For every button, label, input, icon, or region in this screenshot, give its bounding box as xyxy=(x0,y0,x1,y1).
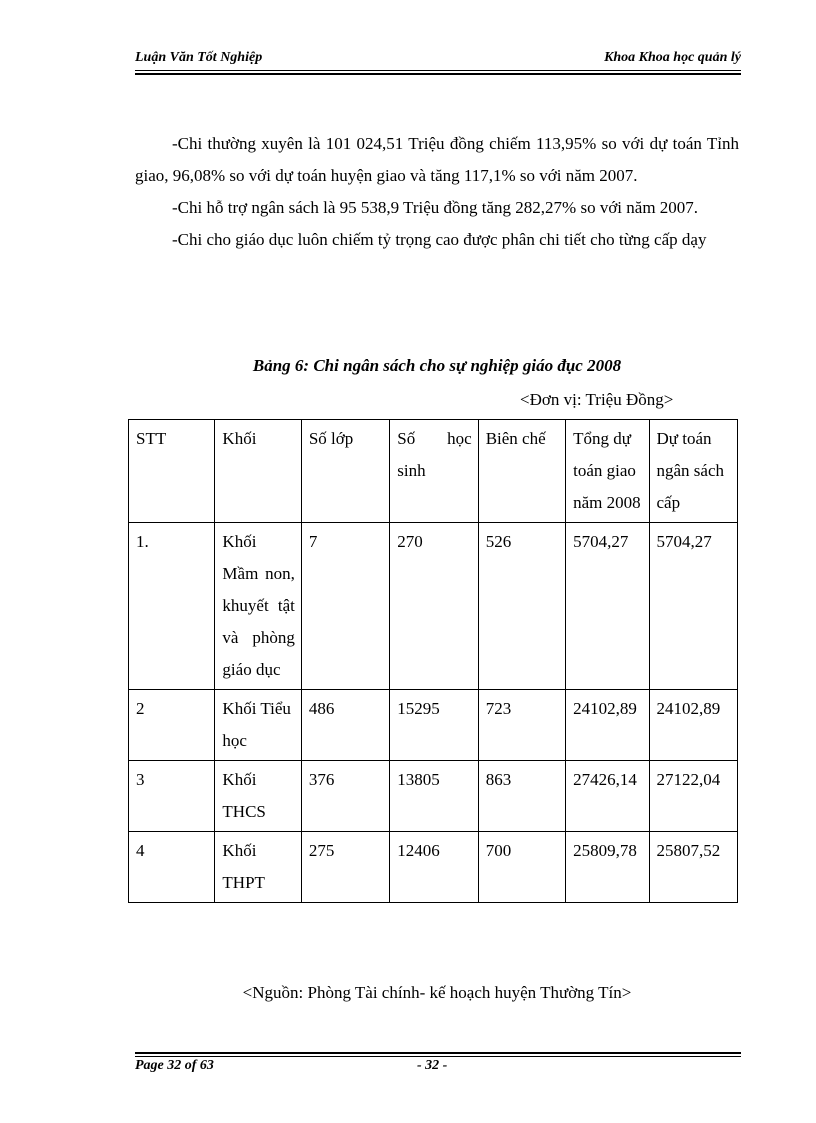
table-cell: 7 xyxy=(301,523,389,690)
table-header-row xyxy=(129,420,738,523)
table-cell: Khối Mầm non, khuyết tật và phòng giáo dục xyxy=(215,523,301,690)
page-header xyxy=(135,50,741,71)
footer-divider xyxy=(135,1056,741,1057)
footer-divider xyxy=(135,1052,741,1054)
table-cell: Khối Tiểu học xyxy=(215,690,301,761)
table-row xyxy=(129,832,738,903)
header-divider xyxy=(135,73,741,75)
header-cell: Tổng dự toán giao năm 2008 xyxy=(566,420,649,523)
table-cell: 13805 xyxy=(390,761,478,832)
header-cell: Khối xyxy=(215,420,301,523)
table-cell: 376 xyxy=(301,761,389,832)
footer-page-number: - 32 - xyxy=(417,1058,448,1073)
table-row xyxy=(129,690,738,761)
table-cell: 4 xyxy=(129,832,215,903)
table-cell: 3 xyxy=(129,761,215,832)
header-cell: Dự toán ngân sách cấp xyxy=(649,420,737,523)
table-cell: 1. xyxy=(129,523,215,690)
table-cell: 2 xyxy=(129,690,215,761)
paragraph: -Chi cho giáo dục luôn chiếm tỷ trọng cao được phân chi tiết cho từng cấp dạy xyxy=(172,230,707,249)
table-row xyxy=(129,523,738,690)
table-cell: 25807,52 xyxy=(649,832,737,903)
paragraph: -Chi hỗ trợ ngân sách là 95 538,9 Triệu đồng tăng 282,27% so với năm 2007. xyxy=(172,198,699,217)
footer-page-count: Page 32 of 63 xyxy=(135,1058,214,1073)
table-title: Bảng 6: Chi ngân sách cho sự nghiệp giáo đục 2008 xyxy=(252,356,622,375)
budget-table xyxy=(128,419,738,903)
table-cell: 27426,14 xyxy=(566,761,649,832)
table-row xyxy=(129,761,738,832)
table-cell: Khối THPT xyxy=(215,832,301,903)
body-text xyxy=(135,128,739,256)
table-source: <Nguồn: Phòng Tài chính- kế hoạch huyện Thường Tín> xyxy=(242,983,632,1002)
header-thesis-label: Luận Văn Tốt Nghiệp xyxy=(135,50,263,65)
table-cell: 5704,27 xyxy=(649,523,737,690)
table-cell: 700 xyxy=(478,832,565,903)
table-cell: 12406 xyxy=(390,832,478,903)
table-cell: 15295 xyxy=(390,690,478,761)
table-cell: Khối THCS xyxy=(215,761,301,832)
header-cell: Biên chế xyxy=(478,420,565,523)
header-faculty-label: Khoa Khoa học quản lý xyxy=(604,50,741,65)
header-cell: STT xyxy=(129,420,215,523)
header-cell: Số học sinh xyxy=(390,420,478,523)
header-cell: Số lớp xyxy=(301,420,389,523)
paragraph: -Chi thường xuyên là 101 024,51 Triệu đồng chiếm 113,95% so với dự toán Tỉnh giao, 96,08% so với dự toán huyện giao và tăng 117,1% so với năm 2007. xyxy=(135,134,739,185)
table-cell: 863 xyxy=(478,761,565,832)
table-cell: 275 xyxy=(301,832,389,903)
table-cell: 5704,27 xyxy=(566,523,649,690)
table-cell: 270 xyxy=(390,523,478,690)
table-cell: 723 xyxy=(478,690,565,761)
table-cell: 526 xyxy=(478,523,565,690)
table-cell: 24102,89 xyxy=(566,690,649,761)
table-unit: <Đơn vị: Triệu Đồng> xyxy=(520,390,674,409)
table-cell: 24102,89 xyxy=(649,690,737,761)
table-cell: 25809,78 xyxy=(566,832,649,903)
table-cell: 27122,04 xyxy=(649,761,737,832)
table-cell: 486 xyxy=(301,690,389,761)
